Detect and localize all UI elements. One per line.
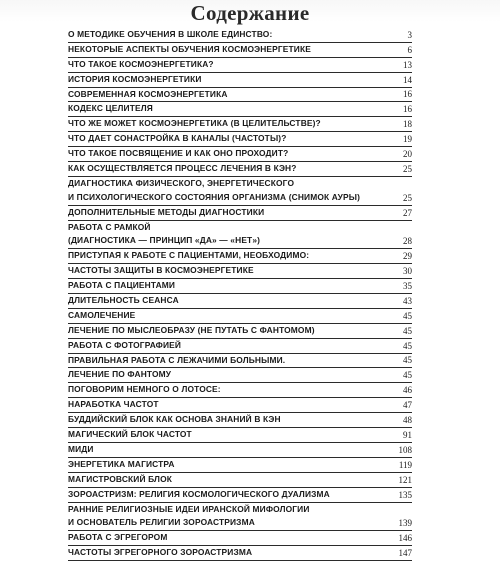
toc-entry-title: КОДЕКС ЦЕЛИТЕЛЯ xyxy=(68,103,153,114)
toc-entry-page-number: 45 xyxy=(403,340,412,351)
toc-entry[interactable] xyxy=(68,413,412,428)
toc-entry-title: ЧТО ЖЕ МОЖЕТ КОСМОЭНЕРГЕТИКА (В ЦЕЛИТЕЛЬСТВЕ)? xyxy=(68,118,321,129)
toc-entry-title: (ДИАГНОСТИКА — ПРИНЦИП «ДА» — «НЕТ») xyxy=(68,235,261,246)
toc-list xyxy=(68,28,412,561)
toc-entry-page-number: 29 xyxy=(403,251,412,262)
toc-entry-page-number: 18 xyxy=(403,119,412,130)
toc-entry[interactable] xyxy=(68,177,412,206)
toc-entry[interactable] xyxy=(68,147,412,162)
toc-entry-title: СОВРЕМЕННАЯ КОСМОЭНЕРГЕТИКА xyxy=(68,88,228,99)
toc-entry-title: ЧТО ТАКОЕ ПОСВЯЩЕНИЕ И КАК ОНО ПРОХОДИТ? xyxy=(68,148,289,159)
toc-entry[interactable] xyxy=(68,117,412,132)
toc-entry-title: ЛЕЧЕНИЕ ПО ФАНТОМУ xyxy=(68,369,172,380)
toc-entry[interactable] xyxy=(68,279,412,294)
toc-entry-page-number: 45 xyxy=(403,310,412,321)
toc-entry-title: НАРАБОТКА ЧАСТОТ xyxy=(68,399,159,410)
toc-entry[interactable] xyxy=(68,339,412,354)
toc-entry-title: МАГИЧЕСКИЙ БЛОК ЧАСТОТ xyxy=(68,429,192,440)
toc-entry-page-number: 47 xyxy=(403,400,412,411)
toc-entry-title: И ОСНОВАТЕЛЬ РЕЛИГИИ ЗОРОАСТРИЗМА xyxy=(68,517,255,528)
toc-entry-page-number: 30 xyxy=(403,266,412,277)
toc-entry[interactable] xyxy=(68,102,412,117)
toc-entry-page-number: 35 xyxy=(403,281,412,292)
toc-entry-title: ДЛИТЕЛЬНОСТЬ СЕАНСА xyxy=(68,295,179,306)
toc-entry[interactable] xyxy=(68,546,412,561)
toc-entry-title: РАБОТА С ФОТОГРАФИЕЙ xyxy=(68,339,182,350)
toc-entry-page-number: 121 xyxy=(398,474,412,485)
toc-entry-page-number: 46 xyxy=(403,385,412,396)
toc-entry[interactable] xyxy=(68,428,412,443)
toc-entry-page-number: 25 xyxy=(403,163,412,174)
toc-entry-page-number: 146 xyxy=(398,533,412,544)
toc-entry-title: РАННИЕ РЕЛИГИОЗНЫЕ ИДЕИ ИРАНСКОЙ МИФОЛОГИИ xyxy=(68,503,310,514)
toc-entry-page-number: 45 xyxy=(403,325,412,336)
toc-entry-title: РАБОТА С РАМКОЙ xyxy=(68,221,151,232)
toc-entry[interactable] xyxy=(68,324,412,339)
toc-entry-page-number: 45 xyxy=(403,355,412,366)
toc-entry-title: ДОПОЛНИТЕЛЬНЫЕ МЕТОДЫ ДИАГНОСТИКИ xyxy=(68,206,265,217)
toc-entry-title: ПРАВИЛЬНАЯ РАБОТА С ЛЕЖАЧИМИ БОЛЬНЫМИ. xyxy=(68,354,286,365)
toc-entry-page-number: 108 xyxy=(398,444,412,455)
toc-entry-title: РАБОТА С ПАЦИЕНТАМИ xyxy=(68,280,176,291)
toc-entry[interactable] xyxy=(68,368,412,383)
toc-entry-title: БУДДИЙСКИЙ БЛОК КАК ОСНОВА ЗНАНИЙ В КЭН xyxy=(68,414,281,425)
toc-entry-page-number: 3 xyxy=(407,29,412,40)
toc-entry[interactable] xyxy=(68,458,412,473)
toc-entry[interactable] xyxy=(68,398,412,413)
toc-entry-title: ЗОРОАСТРИЗМ: РЕЛИГИЯ КОСМОЛОГИЧЕСКОГО ДУАЛИЗМА xyxy=(68,488,330,499)
toc-entry[interactable] xyxy=(68,264,412,279)
toc-entry[interactable] xyxy=(68,162,412,177)
toc-entry-page-number: 16 xyxy=(403,104,412,115)
toc-entry[interactable] xyxy=(68,249,412,264)
toc-entry-page-number: 135 xyxy=(398,489,412,500)
toc-entry-page-number: 25 xyxy=(403,192,412,203)
toc-entry-page-number: 20 xyxy=(403,149,412,160)
toc-entry[interactable] xyxy=(68,28,412,43)
toc-entry-title: НЕКОТОРЫЕ АСПЕКТЫ ОБУЧЕНИЯ КОСМОЭНЕРГЕТИКЕ xyxy=(68,43,311,54)
toc-entry-page-number: 147 xyxy=(398,548,412,559)
toc-entry[interactable] xyxy=(68,132,412,147)
toc-entry[interactable] xyxy=(68,88,412,103)
toc-entry-title: МАГИСТРОВСКИЙ БЛОК xyxy=(68,473,173,484)
toc-entry-title: САМОЛЕЧЕНИЕ xyxy=(68,309,136,320)
toc-entry[interactable] xyxy=(68,221,412,250)
toc-entry[interactable] xyxy=(68,43,412,58)
toc-entry[interactable] xyxy=(68,206,412,221)
toc-entry-page-number: 13 xyxy=(403,59,412,70)
toc-entry-page-number: 6 xyxy=(407,44,412,55)
toc-entry-page-number: 139 xyxy=(398,518,412,529)
toc-entry-title: КАК ОСУЩЕСТВЛЯЕТСЯ ПРОЦЕСС ЛЕЧЕНИЯ В КЭН? xyxy=(68,163,297,174)
toc-entry[interactable] xyxy=(68,503,412,532)
toc-entry-title: РАБОТА С ЭГРЕГОРОМ xyxy=(68,532,168,543)
toc-entry-title: ПОГОВОРИМ НЕМНОГО О ЛОТОСЕ: xyxy=(68,384,221,395)
toc-entry-title: ЧАСТОТЫ ЗАЩИТЫ В КОСМОЭНЕРГЕТИКЕ xyxy=(68,265,254,276)
toc-entry-page-number: 14 xyxy=(403,74,412,85)
toc-entry[interactable] xyxy=(68,488,412,503)
toc-entry-title: ЛЕЧЕНИЕ ПО МЫСЛЕОБРАЗУ (НЕ ПУТАТЬ С ФАНТОМОМ) xyxy=(68,324,315,335)
toc-entry-title: ПРИСТУПАЯ К РАБОТЕ С ПАЦИЕНТАМИ, НЕОБХОДИМО: xyxy=(68,250,310,261)
toc-entry[interactable] xyxy=(68,473,412,488)
toc-entry-title: ЧАСТОТЫ ЭГРЕГОРНОГО ЗОРОАСТРИЗМА xyxy=(68,547,253,558)
toc-entry-page-number: 43 xyxy=(403,295,412,306)
toc-entry-title: ЧТО ДАЕТ СОНАСТРОЙКА В КАНАЛЫ (ЧАСТОТЫ)? xyxy=(68,133,287,144)
toc-entry-title: ИСТОРИЯ КОСМОЭНЕРГЕТИКИ xyxy=(68,73,202,84)
toc-entry[interactable] xyxy=(68,58,412,73)
toc-entry-title: И ПСИХОЛОГИЧЕСКОГО СОСТОЯНИЯ ОРГАНИЗМА (СНИМОК АУРЫ) xyxy=(68,191,361,202)
toc-entry-title: ЧТО ТАКОЕ КОСМОЭНЕРГЕТИКА? xyxy=(68,58,214,69)
toc-entry[interactable] xyxy=(68,383,412,398)
toc-entry-title: ЭНЕРГЕТИКА МАГИСТРА xyxy=(68,458,175,469)
toc-entry[interactable] xyxy=(68,73,412,88)
toc-entry[interactable] xyxy=(68,531,412,546)
toc-entry-title: МИДИ xyxy=(68,443,94,454)
toc-entry[interactable] xyxy=(68,443,412,458)
toc-entry-page-number: 119 xyxy=(398,459,412,470)
toc-entry-page-number: 19 xyxy=(403,134,412,145)
page-title: Содержание xyxy=(190,1,310,25)
toc-entry-title: ДИАГНОСТИКА ФИЗИЧЕСКОГО, ЭНЕРГЕТИЧЕСКОГО xyxy=(68,177,295,188)
toc-entry-page-number: 45 xyxy=(403,370,412,381)
toc-entry[interactable] xyxy=(68,354,412,369)
toc-entry[interactable] xyxy=(68,294,412,309)
toc-entry-page-number: 16 xyxy=(403,89,412,100)
toc-entry-page-number: 48 xyxy=(403,415,412,426)
toc-entry[interactable] xyxy=(68,309,412,324)
toc-entry-page-number: 91 xyxy=(403,429,412,440)
toc-entry-page-number: 28 xyxy=(403,236,412,247)
toc-entry-page-number: 27 xyxy=(403,207,412,218)
toc-entry-title: О МЕТОДИКЕ ОБУЧЕНИЯ В ШКОЛЕ ЕДИНСТВО: xyxy=(68,29,273,39)
